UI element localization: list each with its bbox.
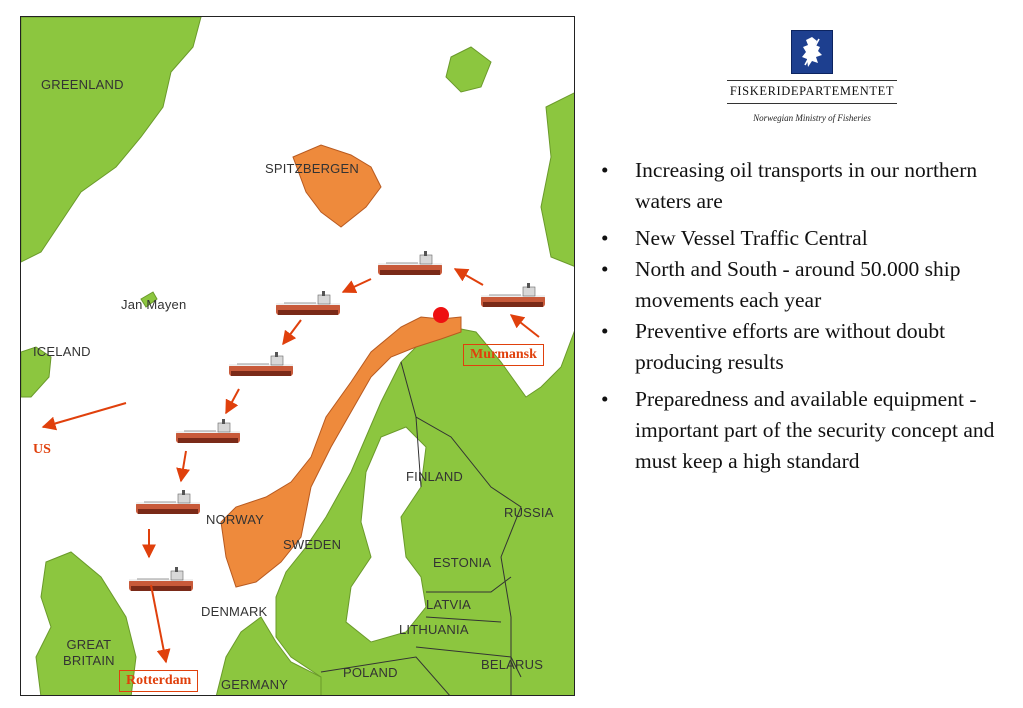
bullet-text: Preventive efforts are without doubt producing results [635, 319, 946, 374]
label-estonia: ESTONIA [433, 555, 492, 570]
novaya-zemlya [541, 92, 575, 267]
label-great: GREAT [66, 637, 112, 652]
franz-josef-land [446, 47, 491, 92]
label-great-britain [63, 637, 115, 669]
bullet-list [598, 155, 1003, 477]
bullet-dot: • [601, 387, 609, 411]
bullet-text: New Vessel Traffic Central [635, 226, 868, 250]
greenland-land [21, 17, 201, 262]
bullet-item [598, 223, 1003, 254]
bullet-item [598, 384, 1003, 477]
label-russia: RUSSIA [504, 505, 554, 520]
label-germany: GERMANY [221, 677, 289, 692]
label-denmark: DENMARK [201, 604, 268, 619]
ship-icon [129, 567, 193, 591]
ship-icon [136, 490, 200, 514]
label-latvia: LATVIA [426, 597, 472, 612]
label-norway: NORWAY [206, 512, 265, 527]
label-finland: FINLAND [406, 469, 464, 484]
bullet-dot: • [601, 158, 609, 182]
label-iceland: ICELAND [33, 344, 91, 359]
bullet-dot: • [601, 226, 609, 250]
label-sweden: SWEDEN [283, 537, 342, 552]
bullet-text: North and South - around 50.000 ship movements each year [635, 257, 961, 312]
ship-icon [229, 352, 293, 376]
label-belarus: BELARUS [481, 657, 544, 672]
label-greenland: GREENLAND [41, 77, 124, 92]
ship-icon [176, 419, 240, 443]
ship-icon [378, 251, 442, 275]
bullet-text: Preparedness and available equipment - important part of the security concept and must keep a high standard [635, 387, 995, 473]
map [20, 16, 575, 696]
label-spitzbergen: SPITZBERGEN [265, 161, 359, 176]
ship-icon [276, 291, 340, 315]
lion-crest-icon [791, 30, 833, 74]
bullet-item [598, 254, 1003, 316]
bullet-text: Increasing oil transports in our northern waters are [635, 158, 978, 213]
location-marker [433, 307, 449, 323]
ministry-subtitle: Norwegian Ministry of Fisheries [753, 113, 871, 123]
label-britain: BRITAIN [63, 653, 115, 668]
label-poland: POLAND [343, 665, 398, 680]
bullet-dot: • [601, 257, 609, 281]
route-label-rotterdam: Rotterdam [119, 670, 198, 692]
spitzbergen-land [293, 145, 381, 227]
route-label-us: US [33, 442, 51, 457]
ship-icon [481, 283, 545, 307]
ministry-logo [722, 30, 902, 123]
ministry-name: FISKERIDEPARTEMENTET [727, 80, 897, 104]
label-lithuania: LITHUANIA [399, 622, 469, 637]
bullet-dot: • [601, 319, 609, 343]
bullet-item [598, 316, 1003, 378]
route-label-murmansk: Murmansk [463, 344, 544, 366]
label-jan-mayen: Jan Mayen [121, 297, 187, 312]
bullet-item [598, 155, 1003, 217]
